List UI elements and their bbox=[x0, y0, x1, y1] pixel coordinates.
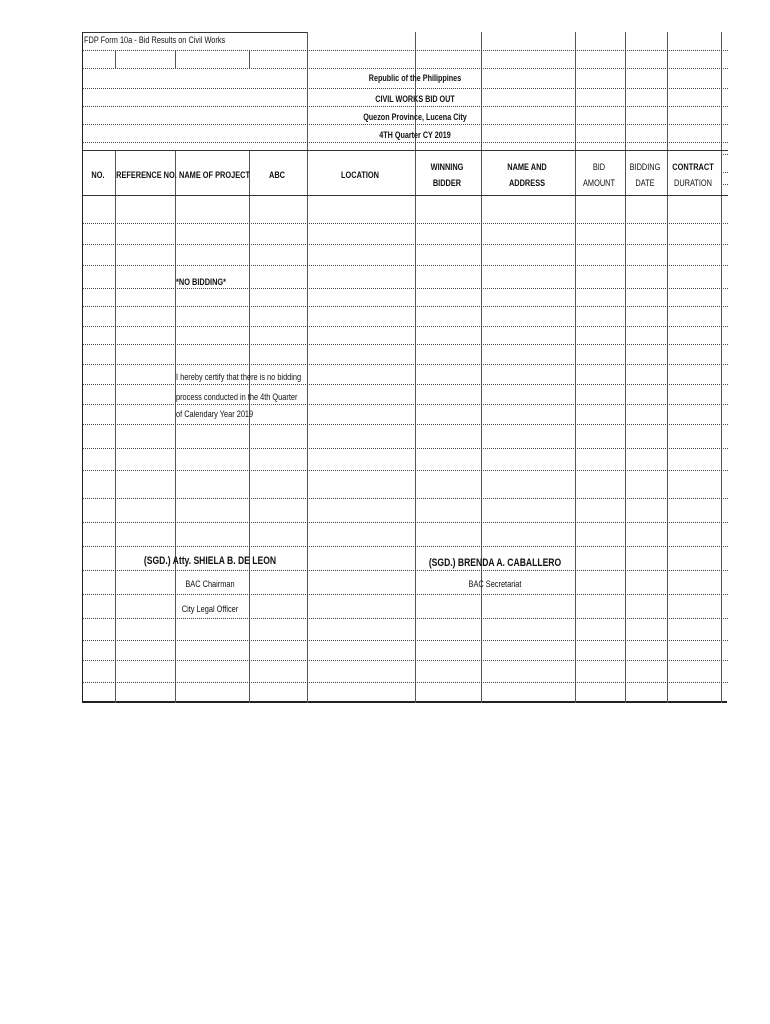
row-line bbox=[83, 682, 728, 683]
header-republic: Republic of the Philippines bbox=[368, 73, 462, 83]
signatory-right-name: (SGD.) BRENDA A. CABALLERO bbox=[428, 557, 562, 569]
col-header-duration-2: DURATION bbox=[673, 178, 713, 188]
row-line bbox=[83, 326, 728, 327]
row-line bbox=[83, 522, 728, 523]
col-divider-project bbox=[175, 150, 176, 703]
form-label: FDP Form 10a - Bid Results on Civil Works bbox=[84, 35, 226, 45]
row-line bbox=[83, 50, 728, 51]
signatory-right-role: BAC Secretariat bbox=[468, 579, 522, 589]
top-divider-1 bbox=[115, 50, 116, 68]
row-line bbox=[83, 288, 728, 289]
no-bidding-note: *NO BIDDING* bbox=[176, 277, 227, 287]
col-header-duration-1: CONTRACT bbox=[672, 162, 714, 172]
row-line bbox=[83, 106, 728, 107]
col-header-address-2: ADDRESS bbox=[508, 178, 546, 188]
col-header-reference: REFERENCE NO. bbox=[116, 170, 177, 180]
top-border bbox=[83, 32, 307, 33]
row-line bbox=[83, 88, 728, 89]
col-divider-location bbox=[307, 32, 308, 703]
column-header-bottom bbox=[83, 195, 728, 196]
column-header-top bbox=[83, 150, 728, 151]
col-divider-abc bbox=[249, 150, 250, 703]
margin-dash bbox=[723, 154, 728, 155]
row-line bbox=[83, 404, 728, 405]
col-header-date-1: BIDDING bbox=[629, 162, 661, 172]
col-header-date-2: DATE bbox=[635, 178, 655, 188]
row-line bbox=[83, 424, 728, 425]
row-line bbox=[83, 498, 728, 499]
col-header-no: NO. bbox=[91, 170, 105, 180]
row-line bbox=[83, 618, 728, 619]
margin-dash bbox=[723, 172, 728, 173]
signatory-left-name: (SGD.) Atty. SHIELA B. DE LEON bbox=[143, 555, 277, 567]
col-divider-ref bbox=[115, 150, 116, 703]
col-header-project: NAME OF PROJECT bbox=[179, 170, 250, 180]
header-title: CIVIL WORKS BID OUT bbox=[375, 94, 455, 104]
col-header-address-1: NAME AND bbox=[507, 162, 547, 172]
top-divider-3 bbox=[249, 50, 250, 68]
certification-line-1: I hereby certify that there is no bidding bbox=[176, 372, 302, 382]
row-line bbox=[83, 364, 728, 365]
col-divider-amount bbox=[575, 32, 576, 703]
col-header-location: LOCATION bbox=[340, 170, 379, 180]
signatory-left-office: City Legal Officer bbox=[181, 604, 239, 614]
row-line bbox=[83, 640, 728, 641]
top-divider-2 bbox=[175, 50, 176, 68]
col-header-amount-2: AMOUNT bbox=[583, 178, 615, 188]
row-line bbox=[83, 546, 728, 547]
row-line bbox=[83, 594, 728, 595]
signatory-left-role: BAC Chairman bbox=[185, 579, 235, 589]
row-line bbox=[83, 448, 728, 449]
header-period: 4TH Quarter CY 2019 bbox=[379, 130, 451, 140]
col-header-bidder-2: BIDDER bbox=[432, 178, 462, 188]
row-line bbox=[83, 265, 728, 266]
row-line bbox=[83, 306, 728, 307]
row-line bbox=[83, 68, 728, 69]
row-line bbox=[83, 344, 728, 345]
row-line bbox=[83, 124, 728, 125]
certification-line-2: process conducted in the 4th Quarter bbox=[176, 392, 298, 402]
col-header-bidder-1: WINNING bbox=[430, 162, 464, 172]
row-line bbox=[83, 142, 728, 143]
certification-line-3: of Calendary Year 2019 bbox=[176, 409, 254, 419]
row-line bbox=[83, 384, 728, 385]
col-header-amount-1: BID bbox=[592, 162, 606, 172]
margin-dash bbox=[723, 184, 728, 185]
row-line bbox=[83, 570, 728, 571]
row-line bbox=[83, 223, 728, 224]
col-divider-extra bbox=[721, 32, 722, 703]
row-line bbox=[83, 470, 728, 471]
header-location: Quezon Province, Lucena City bbox=[363, 112, 467, 122]
row-line bbox=[83, 660, 728, 661]
col-header-abc: ABC bbox=[269, 170, 285, 180]
col-divider-date bbox=[625, 32, 626, 703]
col-divider-duration bbox=[667, 32, 668, 703]
row-line bbox=[83, 244, 728, 245]
